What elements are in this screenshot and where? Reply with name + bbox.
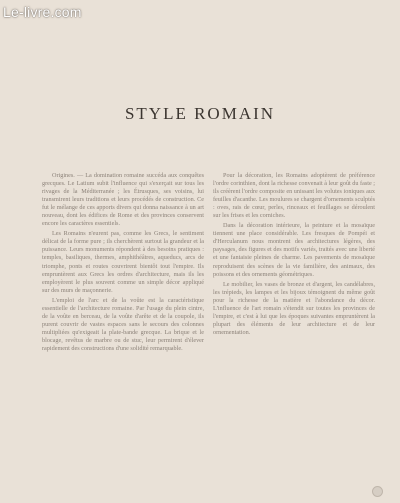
paragraph: Les Romains n'eurent pas, comme les Grecs, le sentiment délicat de la forme pure ; ils cherchèrent surtout la grandeur et la puissance. Leurs monuments répondent à des besoins pratiques : temples, basiliques, thermes, amphithéâtres, aqueducs, arcs de triomphe, ponts et routes couvrirent bientôt tout l'empire. Ils empruntèrent aux Grecs les ordres d'architecture, mais ils les employèrent le plus souvent comme un simple décor appliqué sur des murs de maçonnerie. [42, 230, 204, 294]
paragraph: Dans la décoration intérieure, la peinture et la mosaïque tiennent une place considérable. Les fresques de Pompéi et d'Herculanum nous montrent des architectures légères, des paysages, des figures et des motifs variés, traités avec une liberté et une fantaisie pleines de charme. Les pavements de mosaïque reproduisent des scènes de la vie familière, des animaux, des poissons et des ornements géométriques. [213, 222, 375, 278]
paragraph: L'emploi de l'arc et de la voûte est la caractéristique essentielle de l'architecture romaine. Par l'usage du plein cintre, de la voûte en berceau, de la voûte d'arête et de la coupole, ils purent couvrir de vastes espaces sans le secours des colonnes multipliées qu'exigeait la plate-bande grecque. La brique et le blocage, revêtus de marbre ou de stuc, leur permirent d'élever rapidement des constructions d'une solidité remarquable. [42, 296, 204, 352]
text-column-right [213, 172, 375, 339]
watermark: Le-livre.com [3, 4, 82, 20]
text-column-left [42, 172, 204, 355]
paragraph: Origines. — La domination romaine succéda aux conquêtes grecques. Le Latium subit l'influence qui s'exerçait sur tous les rivages de la Méditerranée ; les Étrusques, ses voisins, lui transmirent leurs traditions et leurs procédés de construction. Ce fut le mélange de ces apports divers qui donna naissance à un art nouveau, dont les édifices de Rome et des provinces conservent encore les caractères essentiels. [42, 172, 204, 228]
paragraph: Le mobilier, les vases de bronze et d'argent, les candélabres, les trépieds, les lampes et les bijoux témoignent du même goût pour la richesse de la matière et l'abondance du décor. L'influence de l'art romain s'étendit sur toutes les provinces de l'empire, et c'est à lui que les époques suivantes empruntèrent la plupart des éléments de leur architecture et de leur ornementation. [213, 280, 375, 336]
page-title: STYLE ROMAIN [124, 104, 276, 123]
paragraph: Pour la décoration, les Romains adoptèrent de préférence l'ordre corinthien, dont la richesse convenait à leur goût du faste ; ils créèrent l'ordre composite en unissant les volutes ioniques aux feuilles d'acanthe. Les moulures se chargent d'ornements sculptés : oves, rais de cœur, perles, rinceaux et feuillages se déroulent sur les frises et les corniches. [213, 172, 375, 220]
page-corner-mark [372, 486, 383, 497]
